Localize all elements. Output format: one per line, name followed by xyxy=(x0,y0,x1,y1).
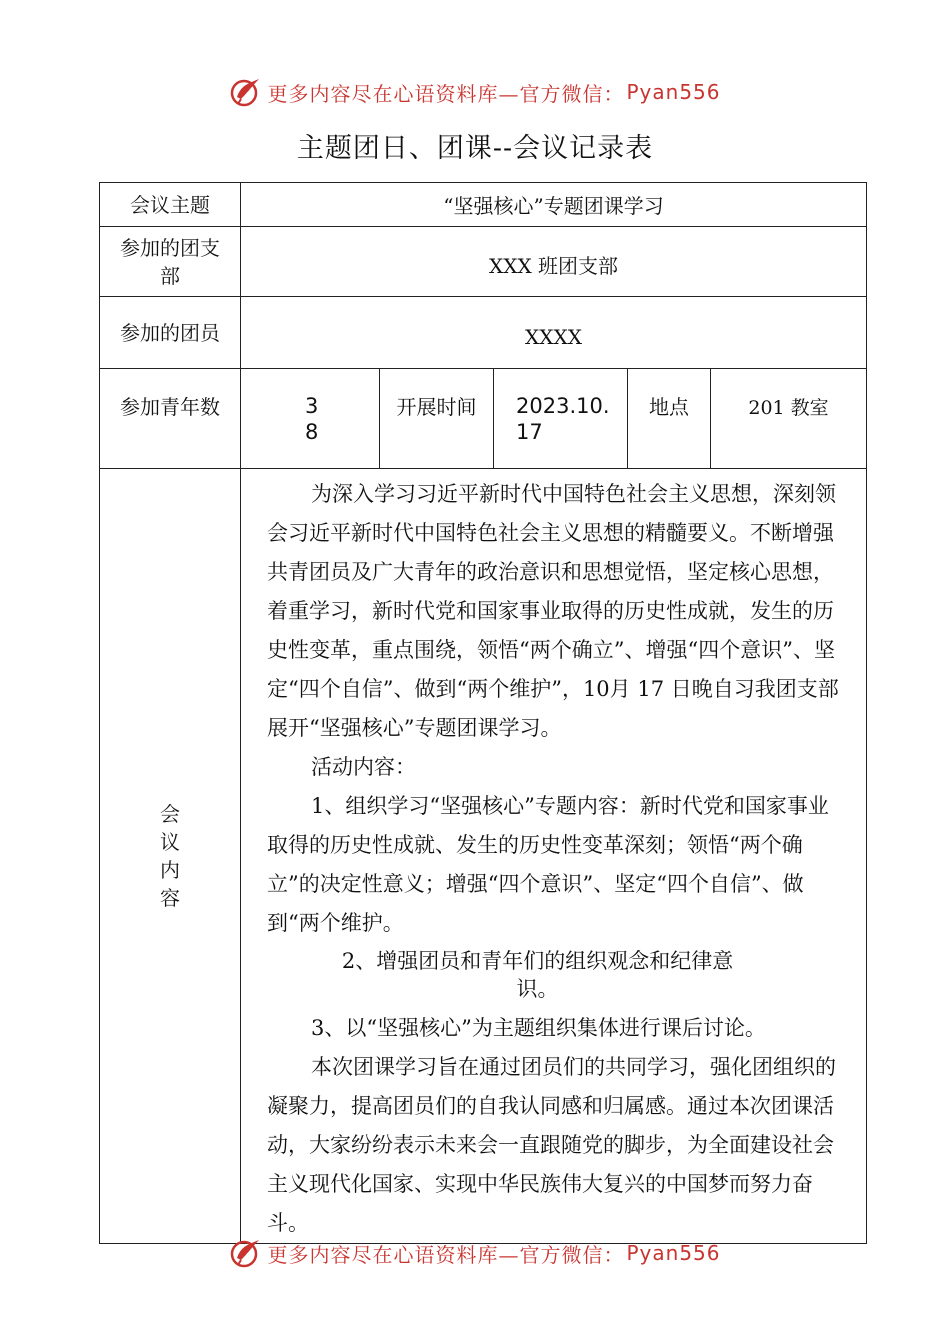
topic-value: “坚强核心”专题团课学习 xyxy=(241,183,867,227)
place-value: 201 教室 xyxy=(711,369,867,469)
members-value: XXXX xyxy=(241,297,867,369)
topic-label: 会议主题 xyxy=(100,183,241,227)
page-title: 主题团日、团课--会议记录表 xyxy=(296,133,654,164)
table-row xyxy=(100,227,867,297)
content-label xyxy=(100,469,241,1244)
branch-label: 参加的团支部 xyxy=(100,227,241,297)
watermark-bottom xyxy=(0,1233,950,1273)
watermark-wechat-id: Pyan556 xyxy=(626,80,721,104)
content-label-text: 会议内容 xyxy=(160,802,180,910)
activity-item-1: 1、组织学习“坚强核心”专题内容：新时代党和国家事业取得的历史性成就、发生的历史性变革深刻；领悟“两个确立”的决定性意义；增强“四个意识”、坚定“四个自信”、做到“两个维护。 xyxy=(267,794,829,935)
time-value: 2023.10.17 xyxy=(494,369,628,469)
members-label: 参加的团员 xyxy=(100,297,241,369)
activity-heading: 活动内容： xyxy=(311,755,416,779)
content-intro: 为深入学习习近平新时代中国特色社会主义思想，深刻领会习近平新时代中国特色社会主义思想的精髓要义。不断增强共青团员及广大青年的政治意识和思想觉悟，坚定核心思想，着重学习，新时代党和国家事业取得的历史性成就，发生的历史性变革，重点围绕，领悟“两个确立”、增强“四个意识”、坚定“四个自信”、做到“两个维护”，10月 17 日晚自习我团支部展开“坚强核心”专题团课学习。 xyxy=(267,482,839,740)
table-row xyxy=(100,183,867,227)
table-row xyxy=(100,469,867,1244)
branch-value: XXX 班团支部 xyxy=(241,227,867,297)
place-label: 地点 xyxy=(628,369,711,469)
table-row xyxy=(100,297,867,369)
watermark-wechat-id: Pyan556 xyxy=(626,1241,721,1265)
activity-item-3: 3、以“坚强核心”为主题组织集体进行课后讨论。 xyxy=(311,1016,766,1040)
time-label: 开展时间 xyxy=(380,369,494,469)
watermark-text: 更多内容尽在心语资料库—官方微信： xyxy=(267,1242,625,1267)
watermark-text: 更多内容尽在心语资料库—官方微信： xyxy=(267,81,625,106)
content-cell xyxy=(241,469,867,1244)
activity-item-2: 2、增强团员和青年们的组织观念和纪律意识。 xyxy=(341,949,734,1001)
logo-icon xyxy=(229,1236,263,1270)
watermark-top xyxy=(0,72,950,112)
table-row xyxy=(100,369,867,469)
youth-label: 参加青年数 xyxy=(100,369,241,469)
youth-value: 38 xyxy=(241,369,380,469)
logo-icon xyxy=(229,75,263,109)
meeting-record-table xyxy=(99,182,867,1244)
content-conclusion: 本次团课学习旨在通过团员们的共同学习，强化团组织的凝聚力，提高团员们的自我认同感和归属感。通过本次团课活动，大家纷纷表示未来会一直跟随党的脚步，为全面建设社会主义现代化国家、实现中华民族伟大复兴的中国梦而努力奋斗。 xyxy=(267,1055,836,1235)
